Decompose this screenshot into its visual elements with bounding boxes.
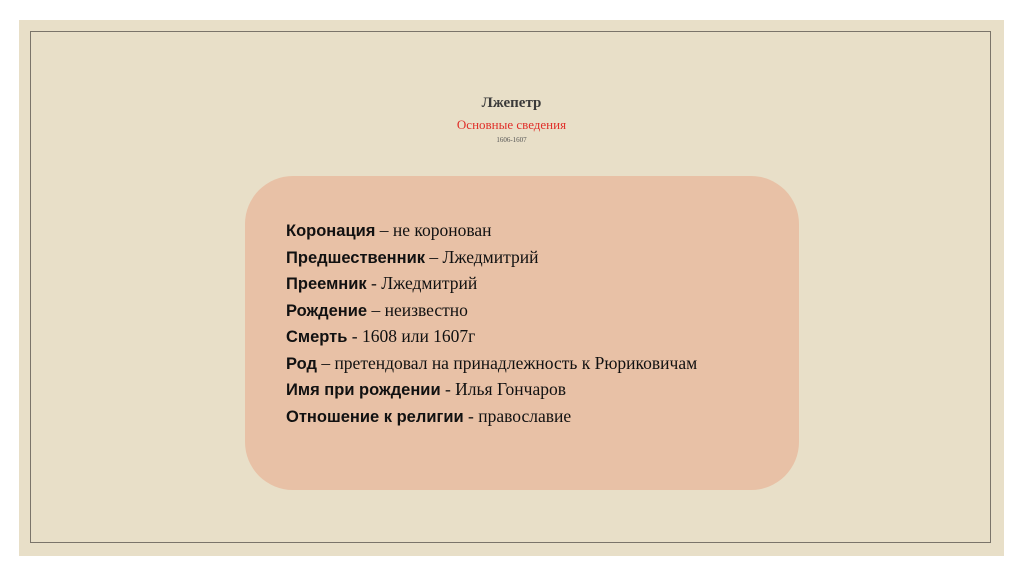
fact-label: Предшественник [286, 248, 425, 267]
fact-label: Род [286, 354, 317, 373]
facts-card [245, 176, 799, 490]
slide-title: Лжепетр [481, 95, 542, 111]
fact-predecessor [286, 245, 697, 272]
fact-value: 1608 или 1607г [361, 326, 476, 346]
fact-value: православие [478, 405, 572, 426]
fact-separator: - [347, 326, 362, 346]
fact-separator: – [367, 299, 385, 320]
fact-successor [286, 271, 697, 298]
fact-separator: – [375, 220, 393, 240]
slide [19, 20, 1004, 556]
fact-label: Смерть [286, 328, 348, 346]
fact-value: Илья Гончаров [455, 379, 566, 399]
fact-separator: - [463, 405, 479, 426]
fact-value: Лжедмитрий [381, 273, 478, 293]
fact-value: Лжедмитрий [442, 246, 539, 267]
fact-religion [286, 404, 697, 431]
fact-birth [286, 298, 697, 325]
slide-subtitle: Основные сведения [456, 117, 567, 132]
fact-label: Коронация [286, 222, 376, 240]
fact-label: Отношение к религии [286, 407, 464, 426]
fact-label: Имя при рождении [286, 381, 441, 399]
fact-coronation [286, 218, 697, 245]
fact-value: не коронован [392, 220, 492, 240]
fact-value: претендовал на принадлежность к Рюриковичам [334, 352, 698, 373]
fact-separator: – [316, 352, 335, 373]
slide-years: 1606-1607 [496, 136, 527, 144]
facts-list [286, 218, 697, 430]
fact-dynasty [286, 351, 697, 378]
fact-separator: - [366, 273, 382, 293]
fact-death [286, 324, 697, 351]
fact-label: Преемник [286, 275, 367, 293]
fact-value: неизвестно [384, 299, 468, 320]
fact-label: Рождение [286, 301, 368, 320]
fact-birth-name [286, 377, 697, 404]
fact-separator: – [425, 246, 443, 267]
fact-separator: - [440, 379, 456, 399]
